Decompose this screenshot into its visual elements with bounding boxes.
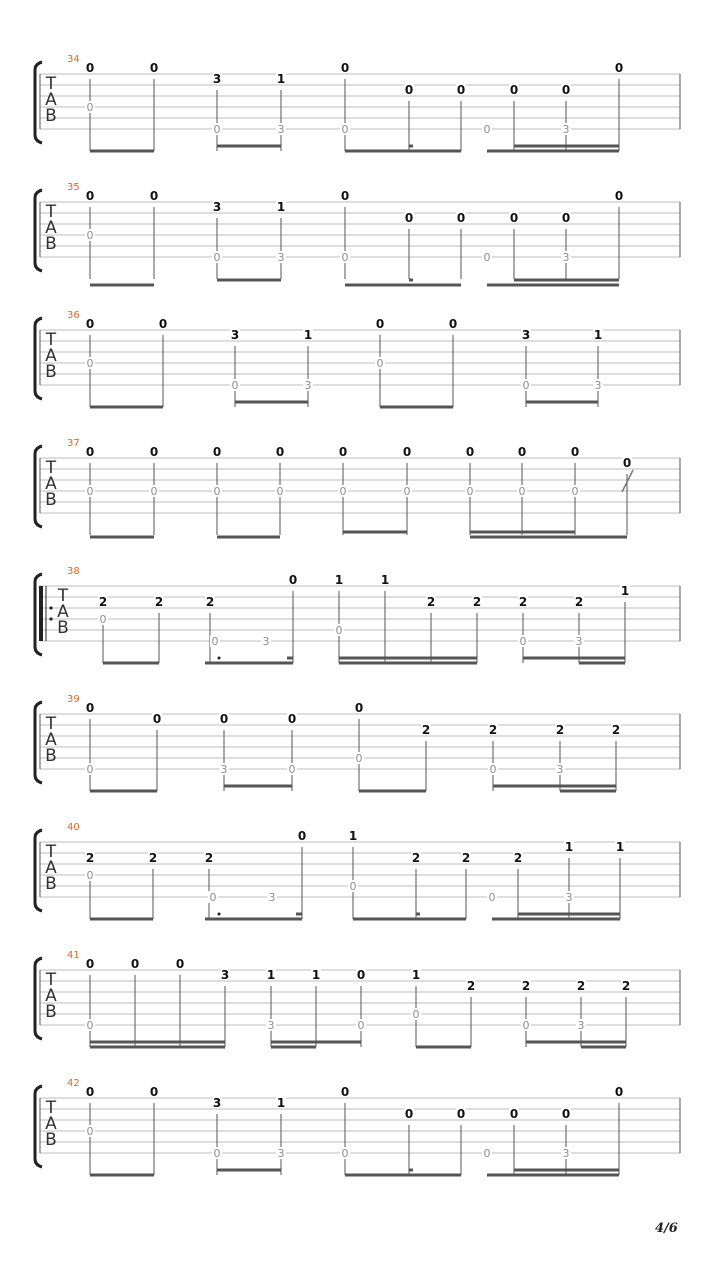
- fret-number: 1: [380, 573, 390, 587]
- note-beam: [217, 145, 281, 148]
- tab-clef-letter: B: [45, 874, 57, 894]
- fret-number: 1: [620, 584, 630, 598]
- note-beam: [345, 1174, 461, 1177]
- bass-fret-number: 0: [488, 891, 496, 904]
- bass-fret-number: 3: [575, 635, 583, 648]
- fret-number: 1: [311, 968, 321, 982]
- bass-fret-number: 0: [355, 752, 363, 765]
- note-beam: [518, 913, 620, 916]
- bass-fret-number: 0: [213, 123, 221, 136]
- note-beam: [271, 1046, 316, 1049]
- note-beam: [514, 150, 619, 153]
- tab-clef-letter: T: [45, 842, 57, 862]
- fret-number: 0: [288, 573, 298, 587]
- note-beam: [581, 1046, 626, 1049]
- bass-fret-number: 3: [594, 379, 602, 392]
- fret-number: 0: [85, 61, 95, 75]
- fret-number: 0: [509, 83, 519, 97]
- repeat-dot: [49, 617, 52, 620]
- fret-number: 0: [456, 83, 466, 97]
- bass-fret-number: 0: [518, 485, 526, 498]
- bass-fret-number: 3: [562, 1147, 570, 1160]
- note-beam: [90, 1046, 225, 1049]
- fret-number: 2: [411, 851, 421, 865]
- fret-number: 3: [212, 72, 222, 86]
- tab-clef-letter: B: [45, 1130, 57, 1150]
- bass-fret-number: 0: [341, 1147, 349, 1160]
- measure-number: 38: [67, 566, 80, 577]
- fret-number: 0: [402, 445, 412, 459]
- measure-number: 37: [67, 438, 80, 449]
- fret-number: 2: [488, 723, 498, 737]
- bass-fret-number: 0: [522, 1019, 530, 1032]
- fret-number: 1: [276, 1096, 286, 1110]
- bass-fret-number: 3: [577, 1019, 585, 1032]
- bass-fret-number: 0: [209, 891, 217, 904]
- bass-fret-number: 0: [288, 763, 296, 776]
- fret-number: 2: [154, 595, 164, 609]
- fret-number: 1: [593, 328, 603, 342]
- fret-number: 0: [356, 968, 366, 982]
- fret-number: 2: [555, 723, 565, 737]
- fret-number: 3: [212, 1096, 222, 1110]
- note-beam: [560, 790, 616, 793]
- fret-number: 1: [303, 328, 313, 342]
- tab-clef-letter: T: [45, 202, 57, 222]
- fret-number: 0: [404, 211, 414, 225]
- note-beam: [380, 406, 453, 409]
- bass-fret-number: 0: [86, 101, 94, 114]
- fret-number: 0: [212, 445, 222, 459]
- note-beam: [526, 1041, 626, 1044]
- measure-number: 39: [67, 694, 80, 705]
- note-beam: [339, 662, 477, 665]
- fret-number: 1: [276, 72, 286, 86]
- bass-fret-number: 0: [86, 869, 94, 882]
- fret-number: 2: [472, 595, 482, 609]
- repeat-dot: [49, 606, 52, 609]
- note-beam: [345, 284, 461, 287]
- measure-number: 35: [67, 182, 80, 193]
- note-beam: [514, 1174, 619, 1177]
- note-beam: [514, 284, 619, 287]
- note-beam: [514, 1169, 619, 1172]
- fret-number: 0: [448, 317, 458, 331]
- bass-fret-number: 0: [466, 485, 474, 498]
- note-beam: [103, 662, 159, 665]
- fret-number: 0: [152, 712, 162, 726]
- note-beam: [526, 401, 598, 404]
- bass-fret-number: 0: [483, 1147, 491, 1160]
- note-beam: [487, 1174, 514, 1177]
- bass-fret-number: 0: [412, 1008, 420, 1021]
- bass-fret-number: 3: [304, 379, 312, 392]
- note-beam: [523, 657, 625, 660]
- bass-fret-number: 0: [403, 485, 411, 498]
- fret-number: 0: [517, 445, 527, 459]
- note-beam: [90, 406, 163, 409]
- fret-number: 0: [219, 712, 229, 726]
- note-beam: [514, 145, 619, 148]
- bass-fret-number: 0: [86, 357, 94, 370]
- bass-fret-number: 3: [220, 763, 228, 776]
- fret-number: 0: [404, 83, 414, 97]
- fret-number: 2: [574, 595, 584, 609]
- bass-fret-number: 0: [150, 485, 158, 498]
- bass-fret-number: 0: [341, 123, 349, 136]
- tab-clef-letter: B: [45, 746, 57, 766]
- fret-number: 2: [621, 979, 631, 993]
- fret-number: 0: [287, 712, 297, 726]
- note-beam: [416, 1046, 471, 1049]
- note-beam: [409, 279, 413, 282]
- bass-fret-number: 0: [483, 123, 491, 136]
- note-beam: [514, 279, 619, 282]
- fret-number: 1: [615, 840, 625, 854]
- fret-number: 2: [461, 851, 471, 865]
- repeat-thick-bar: [39, 586, 43, 641]
- fret-number: 1: [411, 968, 421, 982]
- tab-clef-letter: T: [45, 330, 57, 350]
- fret-number: 0: [561, 211, 571, 225]
- note-beam: [492, 918, 518, 921]
- bass-fret-number: 3: [565, 891, 573, 904]
- fret-number: 0: [85, 701, 95, 715]
- fret-number: 0: [297, 829, 307, 843]
- note-beam: [579, 662, 625, 665]
- bass-fret-number: 3: [268, 891, 276, 904]
- note-beam: [487, 150, 514, 153]
- fret-number: 2: [421, 723, 431, 737]
- note-beam: [90, 918, 153, 921]
- note-beam: [409, 1169, 413, 1172]
- fret-number: 3: [230, 328, 240, 342]
- dot-augmentation: [218, 657, 221, 660]
- note-beam: [345, 150, 461, 153]
- note-beam: [416, 913, 420, 916]
- fret-number: 0: [456, 211, 466, 225]
- fret-number: 0: [340, 61, 350, 75]
- note-beam: [470, 531, 575, 534]
- fret-number: 0: [561, 1107, 571, 1121]
- tab-clef-letter: T: [45, 74, 57, 94]
- fret-number: 2: [521, 979, 531, 993]
- bass-fret-number: 0: [231, 379, 239, 392]
- tab-clef-letter: B: [57, 618, 69, 638]
- fret-number: 0: [404, 1107, 414, 1121]
- fret-number: 3: [212, 200, 222, 214]
- note-beam: [90, 150, 154, 153]
- fret-number: 0: [85, 317, 95, 331]
- fret-number: 0: [175, 957, 185, 971]
- fret-number: 0: [465, 445, 475, 459]
- tab-clef-letter: B: [45, 234, 57, 254]
- tab-clef-letter: B: [45, 106, 57, 126]
- bass-fret-number: 0: [211, 635, 219, 648]
- note-beam: [359, 790, 426, 793]
- note-beam: [90, 536, 154, 539]
- tab-clef-letter: A: [45, 346, 57, 366]
- fret-number: 0: [509, 1107, 519, 1121]
- bass-fret-number: 0: [86, 485, 94, 498]
- fret-number: 2: [85, 851, 95, 865]
- tab-clef-letter: A: [45, 858, 57, 878]
- fret-number: 0: [338, 445, 348, 459]
- note-beam: [409, 145, 413, 148]
- note-beam: [217, 1169, 281, 1172]
- note-beam: [493, 785, 616, 788]
- bass-fret-number: 3: [562, 123, 570, 136]
- tab-clef-letter: T: [45, 714, 57, 734]
- note-beam: [90, 790, 157, 793]
- page-number: 4/6: [655, 1221, 678, 1236]
- fret-number: 1: [276, 200, 286, 214]
- note-beam: [287, 657, 293, 660]
- bass-fret-number: 3: [277, 123, 285, 136]
- fret-number: 0: [149, 445, 159, 459]
- tab-clef-letter: B: [45, 1002, 57, 1022]
- fret-number: 0: [85, 957, 95, 971]
- measure-number: 34: [67, 54, 80, 65]
- tab-clef-letter: T: [45, 458, 57, 478]
- tab-clef-letter: A: [45, 90, 57, 110]
- fret-number: 2: [98, 595, 108, 609]
- note-beam: [205, 918, 302, 921]
- fret-number: 2: [148, 851, 158, 865]
- fret-number: 0: [85, 189, 95, 203]
- fret-number: 3: [521, 328, 531, 342]
- bass-fret-number: 0: [86, 229, 94, 242]
- bass-fret-number: 3: [277, 251, 285, 264]
- tab-clef-letter: A: [57, 602, 69, 622]
- note-beam: [470, 536, 627, 539]
- bass-fret-number: 0: [522, 379, 530, 392]
- fret-number: 2: [204, 851, 214, 865]
- fret-number: 0: [149, 189, 159, 203]
- bass-fret-number: 0: [489, 763, 497, 776]
- bass-fret-number: 0: [341, 251, 349, 264]
- bass-fret-number: 0: [519, 635, 527, 648]
- measure-number: 41: [67, 950, 80, 961]
- bass-fret-number: 0: [483, 251, 491, 264]
- fret-number: 0: [614, 189, 624, 203]
- note-beam: [217, 279, 281, 282]
- note-beam: [339, 657, 477, 660]
- fret-number: 0: [354, 701, 364, 715]
- note-beam: [296, 913, 302, 916]
- fret-number: 0: [570, 445, 580, 459]
- note-beam: [90, 284, 154, 287]
- bass-fret-number: 0: [357, 1019, 365, 1032]
- fret-number: 1: [266, 968, 276, 982]
- fret-number: 0: [622, 456, 632, 470]
- fret-number: 0: [85, 445, 95, 459]
- bass-fret-number: 3: [277, 1147, 285, 1160]
- fret-number: 0: [614, 61, 624, 75]
- tab-clef-letter: B: [45, 362, 57, 382]
- fret-number: 1: [564, 840, 574, 854]
- fret-number: 2: [518, 595, 528, 609]
- bass-fret-number: 0: [213, 485, 221, 498]
- note-beam: [487, 284, 514, 287]
- bass-fret-number: 3: [556, 763, 564, 776]
- fret-number: 0: [456, 1107, 466, 1121]
- note-beam: [343, 531, 407, 534]
- fret-number: 2: [426, 595, 436, 609]
- bass-fret-number: 0: [376, 357, 384, 370]
- bass-fret-number: 3: [562, 251, 570, 264]
- fret-number: 2: [576, 979, 586, 993]
- fret-number: 0: [130, 957, 140, 971]
- tab-clef-letter: B: [45, 490, 57, 510]
- note-beam: [90, 1041, 225, 1044]
- fret-number: 1: [334, 573, 344, 587]
- bass-fret-number: 0: [86, 1125, 94, 1138]
- bass-fret-number: 0: [99, 613, 107, 626]
- note-beam: [235, 401, 308, 404]
- measure-number: 40: [67, 822, 80, 833]
- fret-number: 0: [85, 1085, 95, 1099]
- bass-fret-number: 0: [571, 485, 579, 498]
- bass-fret-number: 0: [213, 251, 221, 264]
- fret-number: 2: [466, 979, 476, 993]
- bass-fret-number: 0: [339, 485, 347, 498]
- fret-number: 2: [205, 595, 215, 609]
- note-beam: [224, 785, 292, 788]
- bass-fret-number: 3: [267, 1019, 275, 1032]
- fret-number: 2: [513, 851, 523, 865]
- tab-clef-letter: T: [45, 970, 57, 990]
- tab-clef-letter: A: [45, 986, 57, 1006]
- note-beam: [353, 918, 466, 921]
- fret-number: 0: [149, 1085, 159, 1099]
- bass-fret-number: 0: [86, 1019, 94, 1032]
- fret-number: 0: [340, 189, 350, 203]
- fret-number: 0: [375, 317, 385, 331]
- note-beam: [217, 536, 280, 539]
- bass-fret-number: 0: [335, 624, 343, 637]
- fret-number: 0: [340, 1085, 350, 1099]
- bass-fret-number: 0: [276, 485, 284, 498]
- tab-clef-letter: T: [57, 586, 69, 606]
- bass-fret-number: 0: [86, 763, 94, 776]
- fret-number: 0: [158, 317, 168, 331]
- fret-number: 0: [275, 445, 285, 459]
- tab-clef-letter: A: [45, 474, 57, 494]
- fret-number: 0: [614, 1085, 624, 1099]
- fret-number: 2: [611, 723, 621, 737]
- fret-number: 1: [348, 829, 358, 843]
- bass-fret-number: 0: [213, 1147, 221, 1160]
- bass-fret-number: 0: [349, 880, 357, 893]
- tab-clef-letter: T: [45, 1098, 57, 1118]
- tab-clef-letter: A: [45, 1114, 57, 1134]
- note-beam: [205, 662, 293, 665]
- fret-number: 3: [220, 968, 230, 982]
- dot-augmentation: [218, 913, 221, 916]
- note-beam: [271, 1041, 361, 1044]
- measure-number: 36: [67, 310, 80, 321]
- fret-number: 0: [561, 83, 571, 97]
- fret-number: 0: [149, 61, 159, 75]
- measure-number: 42: [67, 1078, 80, 1089]
- note-beam: [518, 918, 620, 921]
- bass-fret-number: 3: [262, 635, 270, 648]
- tab-clef-letter: A: [45, 218, 57, 238]
- note-beam: [90, 1174, 154, 1177]
- tab-clef-letter: A: [45, 730, 57, 750]
- fret-number: 0: [509, 211, 519, 225]
